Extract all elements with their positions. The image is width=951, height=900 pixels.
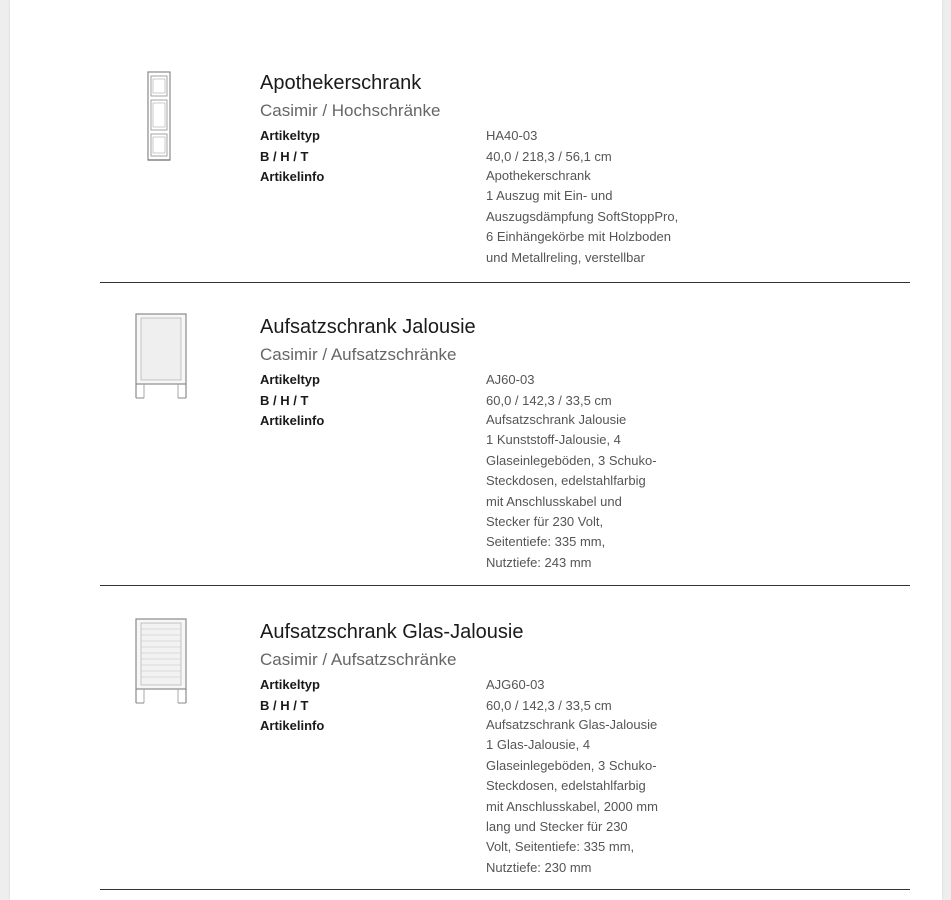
article-info-label: Artikelinfo — [260, 413, 325, 428]
dimensions-value: 60,0 / 142,3 / 33,5 cm — [486, 698, 612, 713]
info-line: Glaseinlegeböden, 3 Schuko- — [486, 757, 657, 773]
product-subtitle: Casimir / Aufsatzschränke — [260, 345, 457, 364]
jalousie-cabinet-icon — [120, 310, 200, 410]
info-line: 1 Glas-Jalousie, 4 — [486, 737, 591, 753]
info-line: Steckdosen, edelstahlfarbig — [486, 778, 646, 794]
dimensions-value: 40,0 / 218,3 / 56,1 cm — [486, 149, 612, 164]
article-info-text — [486, 166, 678, 268]
article-type-value: AJG60-03 — [486, 677, 545, 692]
info-line: Seitentiefe: 335 mm, — [486, 534, 606, 550]
article-info-text — [486, 715, 658, 878]
divider — [100, 282, 910, 283]
info-line: Nutztiefe: 243 mm — [486, 554, 592, 570]
info-line: Steckdosen, edelstahlfarbig — [486, 473, 646, 489]
article-type-label: Artikeltyp — [260, 128, 320, 143]
info-line: Aufsatzschrank Glas-Jalousie — [486, 717, 658, 732]
info-line: 1 Auszug mit Ein- und — [486, 188, 613, 204]
article-type-value: HA40-03 — [486, 128, 538, 143]
product-title: Apothekerschrank — [260, 72, 422, 94]
product-title: Aufsatzschrank Jalousie — [260, 316, 476, 338]
info-line: Glaseinlegeböden, 3 Schuko- — [486, 452, 657, 468]
article-type-label: Artikeltyp — [260, 372, 320, 387]
document-page — [10, 0, 942, 900]
product-subtitle: Casimir / Aufsatzschränke — [260, 650, 457, 669]
divider — [100, 585, 910, 586]
tall-cabinet-icon — [120, 66, 200, 166]
info-line: und Metallreling, verstellbar — [486, 249, 645, 265]
info-line: mit Anschlusskabel und — [486, 493, 622, 509]
product-subtitle: Casimir / Hochschränke — [260, 101, 441, 120]
info-line: Stecker für 230 Volt, — [486, 514, 604, 530]
article-type-label: Artikeltyp — [260, 677, 320, 692]
info-line: Aufsatzschrank Jalousie — [486, 412, 627, 427]
glass-jalousie-cabinet-icon — [120, 615, 200, 715]
dimensions-label: B / H / T — [260, 149, 309, 164]
info-line: Volt, Seitentiefe: 335 mm, — [486, 839, 635, 855]
info-line: 6 Einhängekörbe mit Holzboden — [486, 229, 672, 245]
dimensions-label: B / H / T — [260, 393, 309, 408]
info-line: 1 Kunststoff-Jalousie, 4 — [486, 432, 621, 448]
dimensions-label: B / H / T — [260, 698, 309, 713]
article-info-label: Artikelinfo — [260, 169, 325, 184]
article-info-label: Artikelinfo — [260, 718, 325, 733]
info-line: Auszugsdämpfung SoftStoppPro, — [486, 208, 679, 224]
product-title: Aufsatzschrank Glas-Jalousie — [260, 621, 524, 643]
divider — [100, 889, 910, 890]
info-line: Nutztiefe: 230 mm — [486, 859, 592, 875]
article-type-value: AJ60-03 — [486, 372, 535, 387]
dimensions-value: 60,0 / 142,3 / 33,5 cm — [486, 393, 612, 408]
article-info-text — [486, 410, 657, 573]
info-line: mit Anschlusskabel, 2000 mm — [486, 798, 658, 814]
info-line: Apothekerschrank — [486, 168, 591, 183]
info-line: lang und Stecker für 230 — [486, 819, 628, 835]
